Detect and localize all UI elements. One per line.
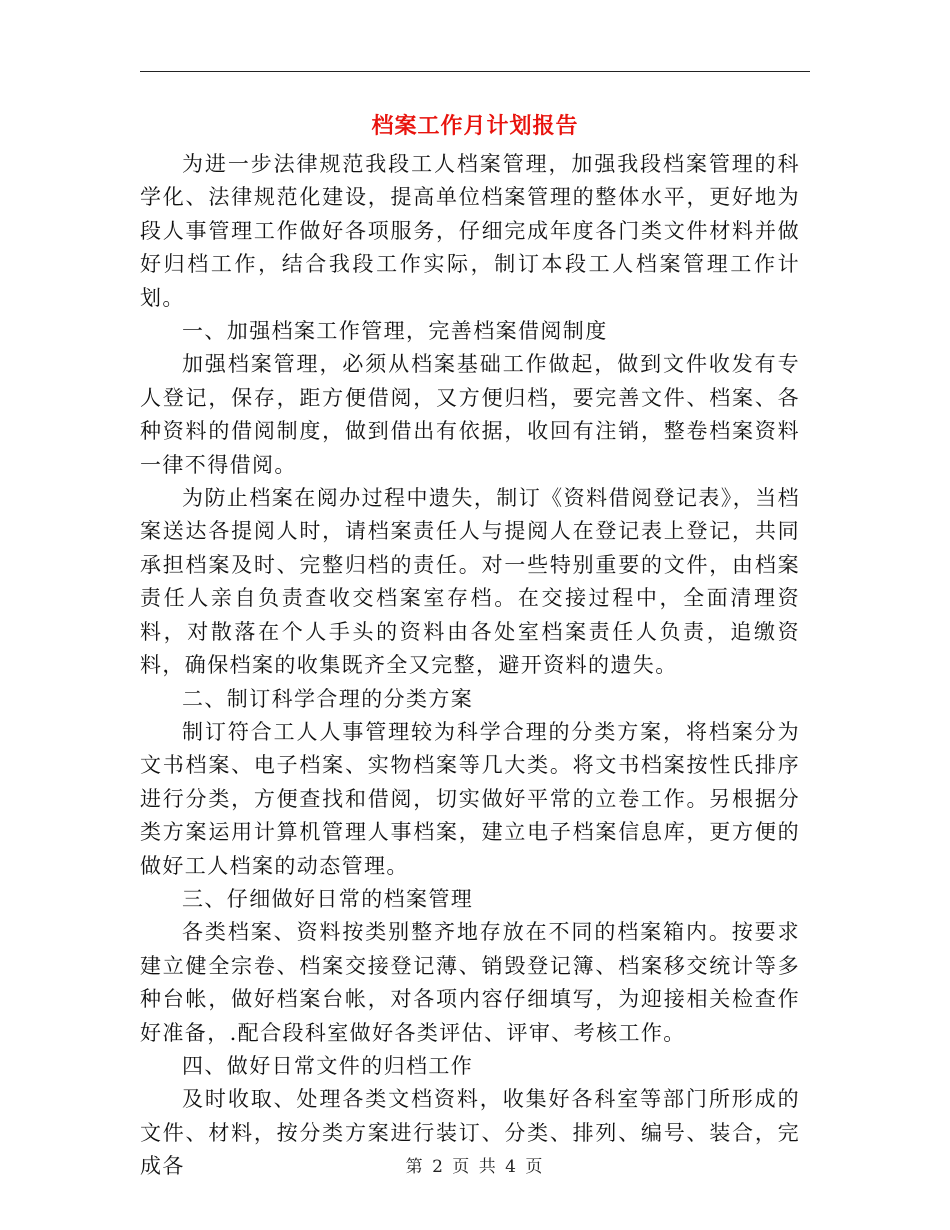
section-heading-4: 四、做好日常文件的归档工作 bbox=[182, 1053, 474, 1078]
section-3-paragraph-1: 各类档案、资料按类别整齐地存放在不同的档案箱内。按要求建立健全宗卷、档案交接登记薄、销毁登记簿、档案移交统计等多种台帐，做好档案台帐，对各项内容仔细填写，为迎接相关检查作好准备，.配合段科室做好各类评估、评审、考核工作。 bbox=[140, 920, 800, 1045]
section-heading-1: 一、加强档案工作管理，完善档案借阅制度 bbox=[182, 319, 608, 344]
section-heading-2: 二、制订科学合理的分类方案 bbox=[182, 686, 474, 711]
section-4-paragraph-1: 及时收取、处理各类文档资料，收集好各科室等部门所形成的文件、材料，按分类方案进行装订、分类、排列、编号、装合，完成各 bbox=[140, 1087, 800, 1179]
section-1-paragraph-2: 为防止档案在阅办过程中遗失，制订《资料借阅登记表》，当档案送达各提阅人时，请档案责任人与提阅人在登记表上登记，共同承担档案及时、完整归档的责任。对一些特别重要的文件，由档案责任人亲自负责查收交档案室存档。在交接过程中，全面清理资料，对散落在个人手头的资料由各处室档案责任人负责，追缴资料，确保档案的收集既齐全又完整，避开资料的遗失。 bbox=[140, 486, 800, 678]
section-2-paragraph-1: 制订符合工人人事管理较为科学合理的分类方案，将档案分为文书档案、电子档案、实物档案等几大类。将文书档案按性氏排序进行分类，方便查找和借阅，切实做好平常的立卷工作。另根据分类方案运用计算机管理人事档案，建立电子档案信息库，更方便的做好工人档案的动态管理。 bbox=[140, 719, 800, 878]
document-body bbox=[140, 148, 800, 1184]
section-heading-3: 三、仔细做好日常的档案管理 bbox=[182, 886, 474, 911]
intro-paragraph: 为进一步法律规范我段工人档案管理，加强我段档案管理的科学化、法律规范化建设，提高单位档案管理的整体水平，更好地为段人事管理工作做好各项服务，仔细完成年度各门类文件材料并做好归档工作，结合我段工作实际，制订本段工人档案管理工作计划。 bbox=[140, 152, 800, 310]
page-number: 第 2 页 共 4 页 bbox=[405, 1157, 545, 1177]
section-1-paragraph-1: 加强档案管理，必须从档案基础工作做起，做到文件收发有专人登记，保存，距方便借阅，又方便归档，要完善文件、档案、各种资料的借阅制度，做到借出有依据，收回有注销，整卷档案资料一律不得借阅。 bbox=[140, 352, 800, 477]
header-rule bbox=[140, 71, 810, 72]
document-title: 档案工作月计划报告 bbox=[371, 113, 579, 139]
